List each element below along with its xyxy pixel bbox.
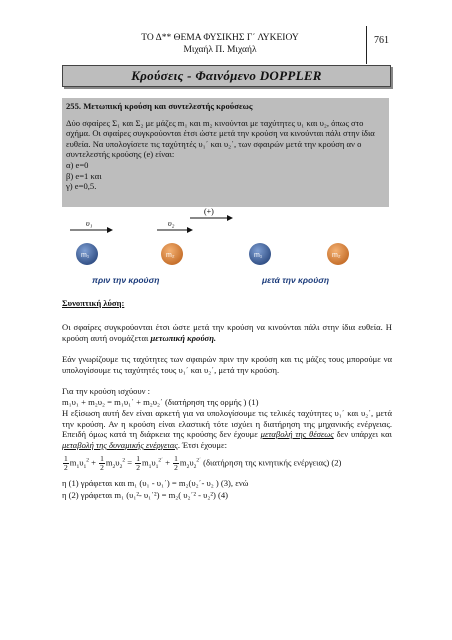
m2-label-after: m₂ <box>332 252 341 259</box>
problem-body: Δύο σφαίρες Σ₁ και Σ₂ με μάζες m₁ και m₂ κινούνται με ταχύτητες υ₁ και υ₂, όπως στο σχήμα. Οι σφαίρες συγκρούονται έτσι ώστε μετά την κρούση να κινούνται πάλι στην ίδια ευθεία. Να υπολογίσετε τις ταχύτητές υ₁΄ και υ₂΄, των σφαιρών μετά την κρούση αν ο συντελεστής κρούσης (e) είναι: <box>66 117 375 160</box>
equation-1: m₁υ₁ + m₂υ₂ = m₁υ₁΄ + m₂υ₂΄ (διατήρηση της ορμής ) (1) <box>62 397 259 407</box>
chapter-title: Κρούσεις - Φαινόμενο DOPPLER <box>62 65 391 87</box>
problem-title: 255. Μετωπική κρούση και συντελεστής κρούσεως <box>66 101 253 111</box>
solution-paragraph-4 <box>62 408 392 450</box>
p4-term-position: μεταβολή της θέσεως <box>260 429 334 440</box>
p4-mid: δεν υπάρχει και <box>333 429 392 440</box>
option-a: α) e=0 <box>66 159 89 170</box>
p4-term-potential: μεταβολή της δυναμικής ενέργειας <box>62 439 178 450</box>
p1-text: Οι σφαίρες συγκρούονται έτσι ώστε μετά την κρούση να κινούνται πάλι στην ίδια ευθεία. Η κρούση αυτή ονομάζεται <box>62 322 392 343</box>
m1-label-before: m₁ <box>81 252 90 259</box>
positive-direction-label: (+) <box>204 207 214 216</box>
collision-diagram <box>62 204 392 289</box>
solution-paragraph-1 <box>62 322 392 343</box>
p4-text: Η εξίσωση αυτή δεν είναι αρκετή για να υπολογίσουμε τις τελικές ταχύτητες υ₁΄ και υ₂΄, μετά την κρούση. Αν η κρούση είναι ελαστική τότε ισχύει η διατήρηση της μηχανικής ενέργειας. Επειδή όμως κατά τη διάρκεια της κρούσης δεν έχουμε <box>62 408 392 440</box>
problem-box <box>62 98 389 207</box>
m1-label-after: m₁ <box>254 252 263 259</box>
equation-2-label: (διατήρηση της κινητικής ενέργειας) (2) <box>203 457 342 468</box>
page-number: 761 <box>374 35 389 46</box>
before-caption: πριν την κρούση <box>92 275 160 285</box>
option-c: γ) e=0,5. <box>66 181 97 192</box>
solution-paragraph-2: Εάν γνωρίζουμε τις ταχύτητες των σφαιρών πριν την κρούση και τις μάζες τους μπορούμε να υπολογίσουμε τις ταχύτητές τους υ₁΄ και υ₂΄, μετά την κρούση. <box>62 354 392 375</box>
header-title: ΤΟ Δ** ΘΕΜΑ ΦΥΣΙΚΗΣ Γ΄ ΛΥΚΕΙΟΥ <box>141 33 299 43</box>
v1-label: υ₁ <box>86 219 93 228</box>
header-divider <box>366 26 367 64</box>
option-b: β) e=1 και <box>66 170 102 181</box>
m2-label-before: m₂ <box>166 252 175 259</box>
after-caption: μετά την κρούση <box>262 275 330 285</box>
equation-2: $\frac{1}{2}$ $m_1\upsilon_1^2$ + $\frac{1}{2}$ $m_2\upsilon_2^2$ = $\frac{1}{2}$ $m_1\upsilon_1^{2΄}$ + $\frac{1}{2}$ $m_2\upsilon_2^{2΄}$ (διατήρηση της κινητικής ενέργειας) (2) <box>64 454 342 472</box>
solution-paragraph-3: Για την κρούση ισχύουν : <box>62 386 151 396</box>
equation-3: η (1) γράφεται και m₁ (υ₁ - υ₁΄) = m₂(υ₂΄- υ₂ ) (3), ενώ <box>62 478 249 488</box>
header-author: Μιχαήλ Π. Μιχαήλ <box>183 45 257 55</box>
v2-label: υ₂ <box>168 219 175 228</box>
p1-term: μετωπική κρούση. <box>150 332 217 343</box>
p4-end: . Έτσι έχουμε: <box>177 439 228 450</box>
equation-4: η (2) γράφεται m₁ (υ₁²- υ₁΄²) = m₂( υ₂΄² - υ₂²) (4) <box>62 490 229 500</box>
solution-title: Συνοπτική λύση: <box>62 298 125 308</box>
